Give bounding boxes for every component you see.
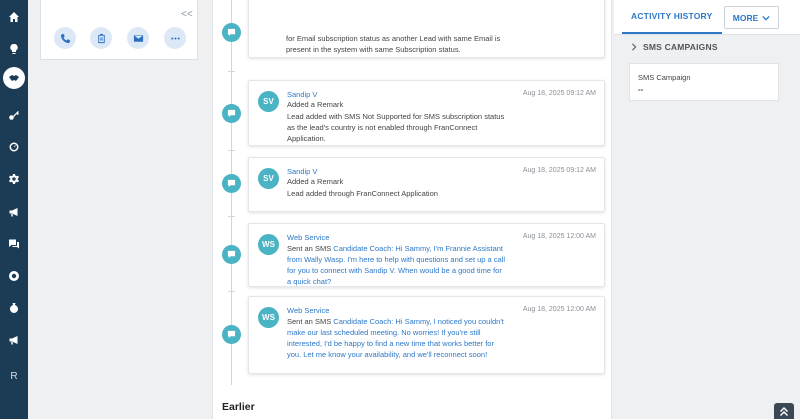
section-title: SMS CAMPAIGNS	[643, 42, 718, 52]
more-button[interactable]	[724, 6, 779, 29]
double-chevron-up-icon	[779, 406, 789, 416]
avatar: SV	[258, 168, 279, 189]
sms-campaign-card	[629, 63, 779, 101]
active-tab-indicator	[622, 32, 722, 34]
activity-timestamp: Aug 18, 2025 09:12 AM	[522, 167, 596, 174]
activity-card	[248, 157, 605, 212]
sms-action: Sent an SMS	[287, 317, 332, 326]
more-label: MORE	[732, 12, 759, 23]
timeline-tick	[228, 291, 235, 292]
activity-feed	[212, 0, 612, 419]
activity-action: Added a Remark	[287, 100, 344, 109]
activity-body: for Email subscription status as another Lead with same Email is present in the system with same Subscription status.	[286, 34, 501, 54]
megaphone-icon[interactable]	[0, 330, 28, 350]
chevron-right-icon	[631, 43, 637, 51]
tab-activity-history[interactable]: ACTIVITY HISTORY	[631, 11, 713, 21]
activity-author[interactable]: Sandip V	[287, 90, 318, 99]
remark-icon	[222, 104, 241, 123]
sms-message-link[interactable]: Candidate Coach: Hi Sammy, I'm Frannie Assistant from Wally Wasp. I'm here to help with questions and set up a call for you to connect with Sandip V. When would be a good time for a quick chat?	[287, 244, 506, 286]
gear-icon[interactable]	[0, 169, 28, 189]
home-icon[interactable]	[0, 7, 28, 27]
key-icon[interactable]	[0, 105, 28, 125]
activity-author[interactable]: Web Service	[287, 233, 330, 242]
section-earlier-heading: Earlier	[222, 401, 255, 413]
remark-icon	[222, 23, 241, 42]
collapse-panel-button[interactable]: <<	[181, 9, 193, 20]
activity-timestamp: Aug 18, 2025 12:00 AM	[522, 233, 596, 240]
activity-card	[248, 296, 605, 374]
lightbulb-icon[interactable]	[0, 39, 28, 59]
activity-timestamp: Aug 18, 2025 09:12 AM	[522, 90, 596, 97]
phone-icon[interactable]	[54, 27, 76, 49]
sms-icon	[222, 325, 241, 344]
timeline-tick	[228, 71, 235, 72]
left-nav	[0, 0, 28, 419]
timeline-tick	[228, 216, 235, 217]
sms-action: Sent an SMS	[287, 244, 332, 253]
activity-body	[287, 243, 507, 287]
avatar: SV	[258, 91, 279, 112]
avatar: WS	[258, 307, 279, 328]
activity-author[interactable]: Web Service	[287, 306, 330, 315]
activity-author[interactable]: Sandip V	[287, 167, 318, 176]
more-icon[interactable]	[164, 27, 186, 49]
activity-card	[248, 223, 605, 287]
sms-message-link[interactable]: Candidate Coach: Hi Sammy, I noticed you couldn't make our last scheduled meeting. No worries! If you're still interested, I'd be happy to find a new time that works better for you. Let me know your availability, and we'll reconnect soon!	[287, 317, 504, 359]
activity-card	[248, 80, 605, 146]
mail-icon[interactable]	[127, 27, 149, 49]
activity-action: Added a Remark	[287, 177, 344, 186]
chevron-down-icon	[762, 14, 770, 22]
sms-campaign-value: --	[638, 85, 644, 94]
clipboard-icon[interactable]	[90, 27, 112, 49]
handshake-icon[interactable]	[0, 68, 28, 88]
remark-icon	[222, 174, 241, 193]
megaphone-icon[interactable]	[0, 202, 28, 222]
avatar: WS	[258, 234, 279, 255]
scroll-to-top-button[interactable]	[774, 403, 794, 419]
activity-body	[287, 316, 507, 360]
lifebuoy-icon[interactable]	[0, 266, 28, 286]
activity-body: Lead added with SMS Not Supported for SMS subscription status as the lead's country is not enabled through FranConnect Application.	[287, 112, 505, 143]
sms-campaign-label: SMS Campaign	[638, 73, 691, 82]
money-bag-icon[interactable]	[0, 298, 28, 318]
right-panel	[614, 0, 800, 419]
user-avatar[interactable]: R	[10, 370, 18, 382]
chat-icon[interactable]	[0, 234, 28, 254]
activity-timestamp: Aug 18, 2025 12:00 AM	[522, 306, 596, 313]
tab-bar	[614, 0, 800, 35]
sms-icon	[222, 245, 241, 264]
activity-body: Lead added through FranConnect Application	[287, 189, 438, 198]
timeline-tick	[228, 150, 235, 151]
sms-campaigns-toggle[interactable]	[631, 42, 718, 52]
gauge-icon[interactable]	[0, 137, 28, 157]
